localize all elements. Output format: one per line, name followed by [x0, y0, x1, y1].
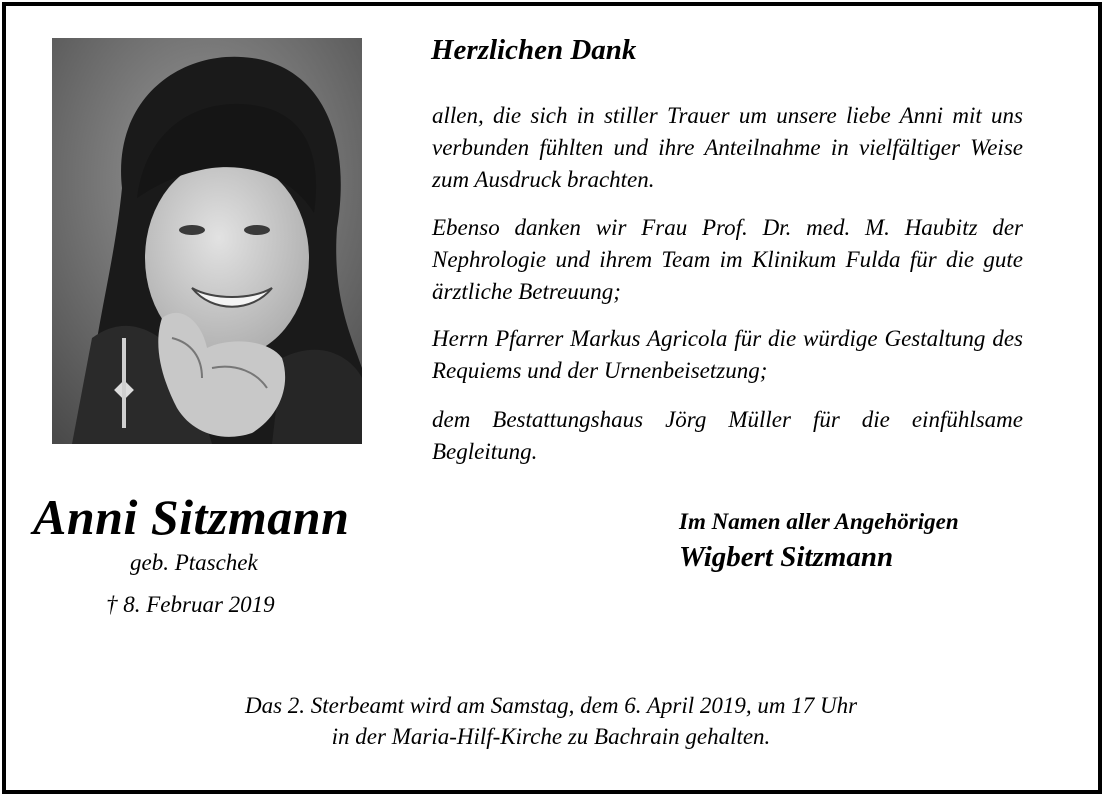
signature-name: Wigbert Sitzmann	[679, 541, 894, 573]
deceased-name: Anni Sitzmann	[33, 489, 350, 545]
thanks-heading: Herzlichen Dank	[431, 34, 637, 66]
thanks-paragraph-4: dem Bestattungshaus Jörg Müller für die einfühlsame Begleitung.	[432, 407, 1023, 464]
portrait-photo	[52, 38, 362, 444]
signature-intro: Im Namen aller Angehörigen	[679, 509, 959, 534]
death-date: † 8. Februar 2019	[106, 592, 275, 617]
service-notice-line-2: in der Maria-Hilf-Kirche zu Bachrain gehalten.	[331, 724, 771, 749]
thanks-paragraph-3: Herrn Pfarrer Markus Agricola für die würdige Gestaltung des Requiems und der Urnenbeisetzung;	[432, 326, 1023, 383]
portrait-image	[52, 38, 362, 444]
maiden-name: geb. Ptaschek	[130, 550, 258, 575]
service-notice-line-1: Das 2. Sterbeamt wird am Samstag, dem 6. April 2019, um 17 Uhr	[244, 693, 858, 718]
thanks-paragraph-1: allen, die sich in stiller Trauer um unsere liebe Anni mit uns verbunden fühlten und ihre Anteilnahme in vielfältiger Weise zum Ausdruck brachten.	[432, 103, 1023, 192]
thanks-paragraph-2: Ebenso danken wir Frau Prof. Dr. med. M. Haubitz der Nephrologie und ihrem Team im Klinikum Fulda für die gute ärztliche Betreuung;	[432, 215, 1023, 304]
